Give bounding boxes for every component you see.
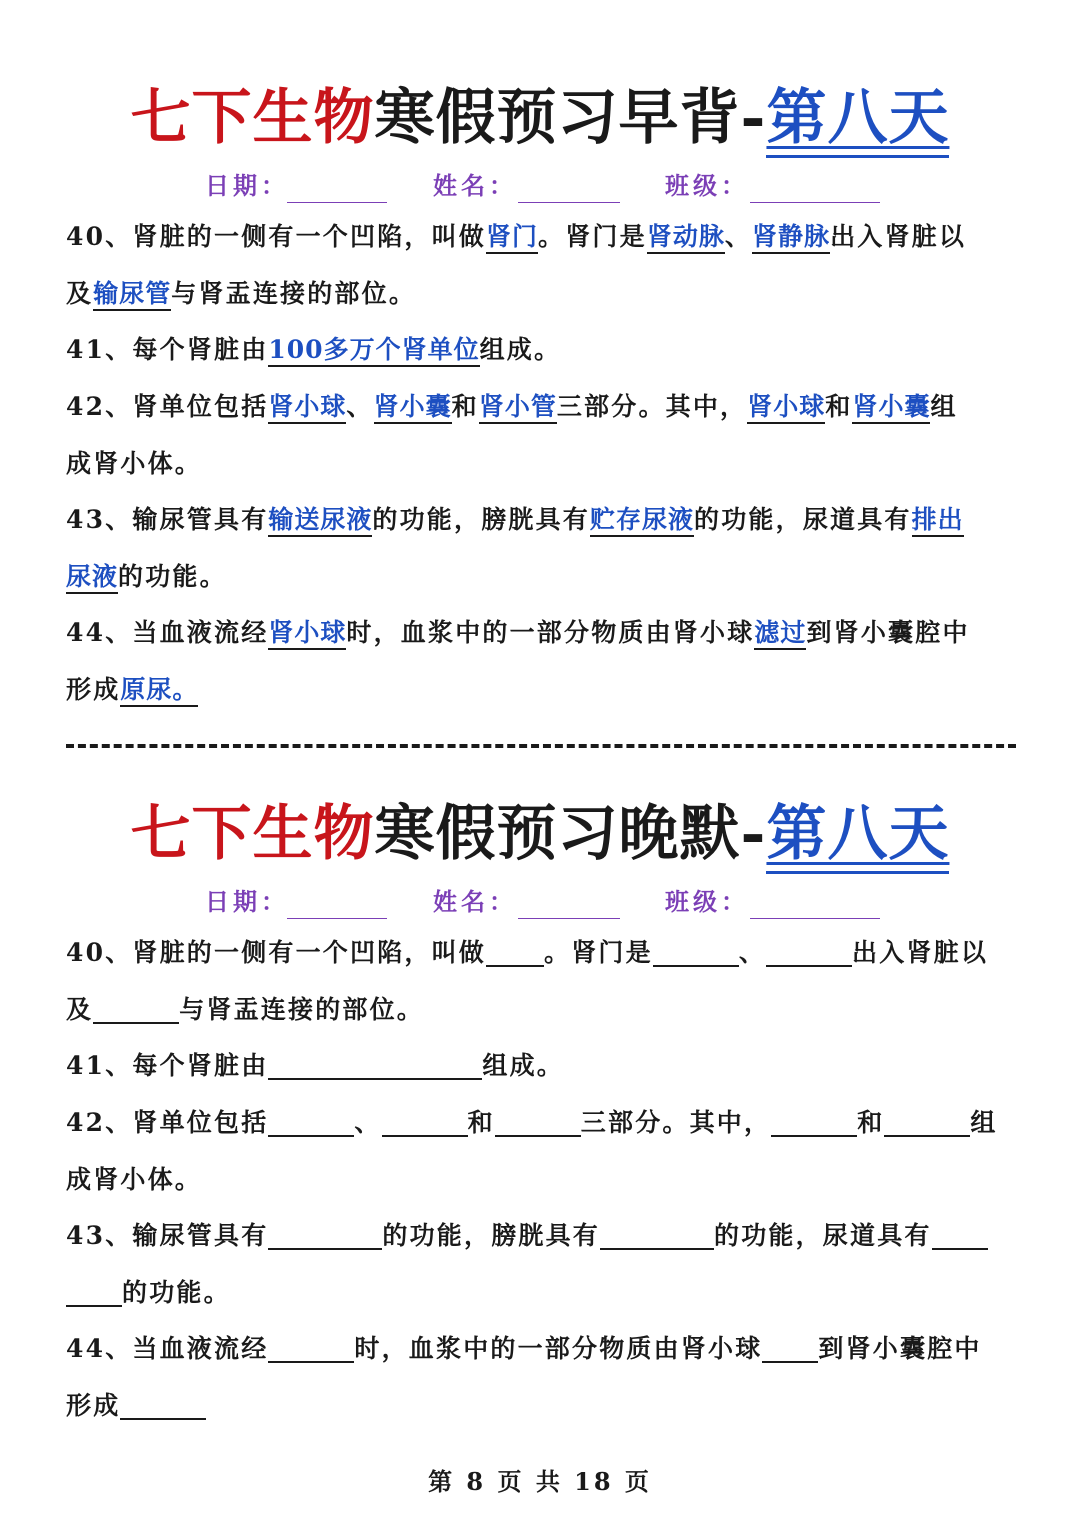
answer-text: 肾小囊 — [374, 392, 452, 424]
fill-blank[interactable] — [486, 937, 544, 967]
question-44-blank: 44、当血液流经 时，血浆中的一部分物质由肾小球 到肾小囊腔中 形成 — [66, 1334, 982, 1420]
q40-line-2: 及输尿管与肾盂连接的部位。 — [66, 265, 1016, 322]
fill-blank[interactable] — [268, 1050, 482, 1080]
title-day: 第八天 — [766, 799, 949, 874]
fill-blank[interactable] — [884, 1107, 970, 1137]
title-subject: 七下生物 — [130, 83, 375, 153]
class-field[interactable] — [750, 918, 880, 919]
fill-blank[interactable] — [268, 1333, 354, 1363]
fill-blank[interactable] — [771, 1107, 857, 1137]
answer-text: 滤过 — [754, 618, 806, 650]
answer-text: 肾门 — [486, 222, 538, 254]
fill-blank[interactable] — [93, 994, 179, 1024]
answer-text: 肾动脉 — [647, 222, 725, 254]
morning-info-fields — [0, 166, 1080, 206]
question-44-answer: 44、当血液流经肾小球时，血浆中的一部分物质由肾小球滤过到肾小囊腔中 形成原尿。 — [66, 604, 1016, 718]
q40-line-1: 40、肾脏的一侧有一个凹陷，叫做肾门。肾门是肾动脉、肾静脉出入肾脏以 — [66, 208, 1016, 265]
answer-text: 输尿管 — [93, 279, 171, 311]
answer-text: 肾小球 — [268, 392, 346, 424]
date-label: 日期： — [205, 171, 289, 200]
answer-text: 肾小囊 — [852, 392, 930, 424]
name-label: 姓名： — [433, 887, 517, 916]
answer-text: 肾小球 — [268, 618, 346, 650]
answer-text: 肾小管 — [479, 392, 557, 424]
date-field[interactable] — [287, 918, 387, 919]
answer-text: 肾静脉 — [752, 222, 830, 254]
answer-text: 原尿。 — [120, 675, 198, 707]
fill-blank[interactable] — [600, 1220, 714, 1250]
fill-blank[interactable] — [120, 1390, 206, 1420]
name-label: 姓名： — [433, 171, 517, 200]
answer-text: 肾小球 — [747, 392, 825, 424]
question-42-blank: 42、肾单位包括 、 和 三部分。其中， 和 组 成肾小体。 — [66, 1108, 998, 1194]
answer-text: 100多万个肾单位 — [268, 335, 479, 367]
title-main: 寒假预习早背 — [374, 83, 741, 153]
fill-blank[interactable] — [653, 937, 739, 967]
evening-title — [0, 786, 1080, 872]
question-43-answer: 43、输尿管具有输送尿液的功能，膀胱具有贮存尿液的功能，尿道具有排出 尿液的功能。 — [66, 491, 1016, 605]
name-field[interactable] — [518, 918, 620, 919]
class-label: 班级： — [665, 887, 749, 916]
page-number: 第 8 页 共 18 页 — [428, 1467, 652, 1496]
answer-text: 排出 — [912, 505, 964, 537]
name-field[interactable] — [518, 202, 620, 203]
class-label: 班级： — [665, 171, 749, 200]
question-42-answer: 42、肾单位包括肾小球、肾小囊和肾小管三部分。其中，肾小球和肾小囊组 成肾小体。 — [66, 392, 958, 478]
fill-blank[interactable] — [268, 1220, 382, 1250]
morning-title — [0, 70, 1080, 156]
fill-blank[interactable] — [268, 1107, 354, 1137]
fill-blank[interactable] — [766, 937, 852, 967]
fill-blank[interactable] — [495, 1107, 581, 1137]
fill-blank[interactable] — [66, 1277, 122, 1307]
evening-info-fields — [0, 882, 1080, 922]
question-43-blank: 43、输尿管具有 的功能，膀胱具有 的功能，尿道具有 的功能。 — [66, 1207, 1016, 1321]
title-dash: - — [740, 799, 767, 869]
date-field[interactable] — [287, 202, 387, 203]
title-main: 寒假预习晚默 — [374, 799, 741, 869]
fill-blank[interactable] — [762, 1333, 818, 1363]
title-dash: - — [740, 83, 767, 153]
question-41-answer: 41、每个肾脏由100多万个肾单位组成。 — [66, 321, 1016, 378]
section-divider — [66, 744, 1016, 748]
answer-text: 尿液 — [66, 562, 118, 594]
answer-text: 输送尿液 — [268, 505, 372, 537]
date-label: 日期： — [205, 887, 289, 916]
fill-blank[interactable] — [932, 1220, 988, 1250]
title-subject: 七下生物 — [130, 799, 375, 869]
question-40-blank: 40、肾脏的一侧有一个凹陷，叫做 。肾门是 、 出入肾脏以 及 与肾盂连接的部位。 — [66, 938, 989, 1024]
question-41-blank: 41、每个肾脏由 组成。 — [66, 1051, 564, 1080]
question-40-answer — [66, 208, 1016, 322]
fill-blank[interactable] — [382, 1107, 468, 1137]
title-day: 第八天 — [766, 83, 949, 158]
class-field[interactable] — [750, 202, 880, 203]
answer-text: 贮存尿液 — [590, 505, 694, 537]
